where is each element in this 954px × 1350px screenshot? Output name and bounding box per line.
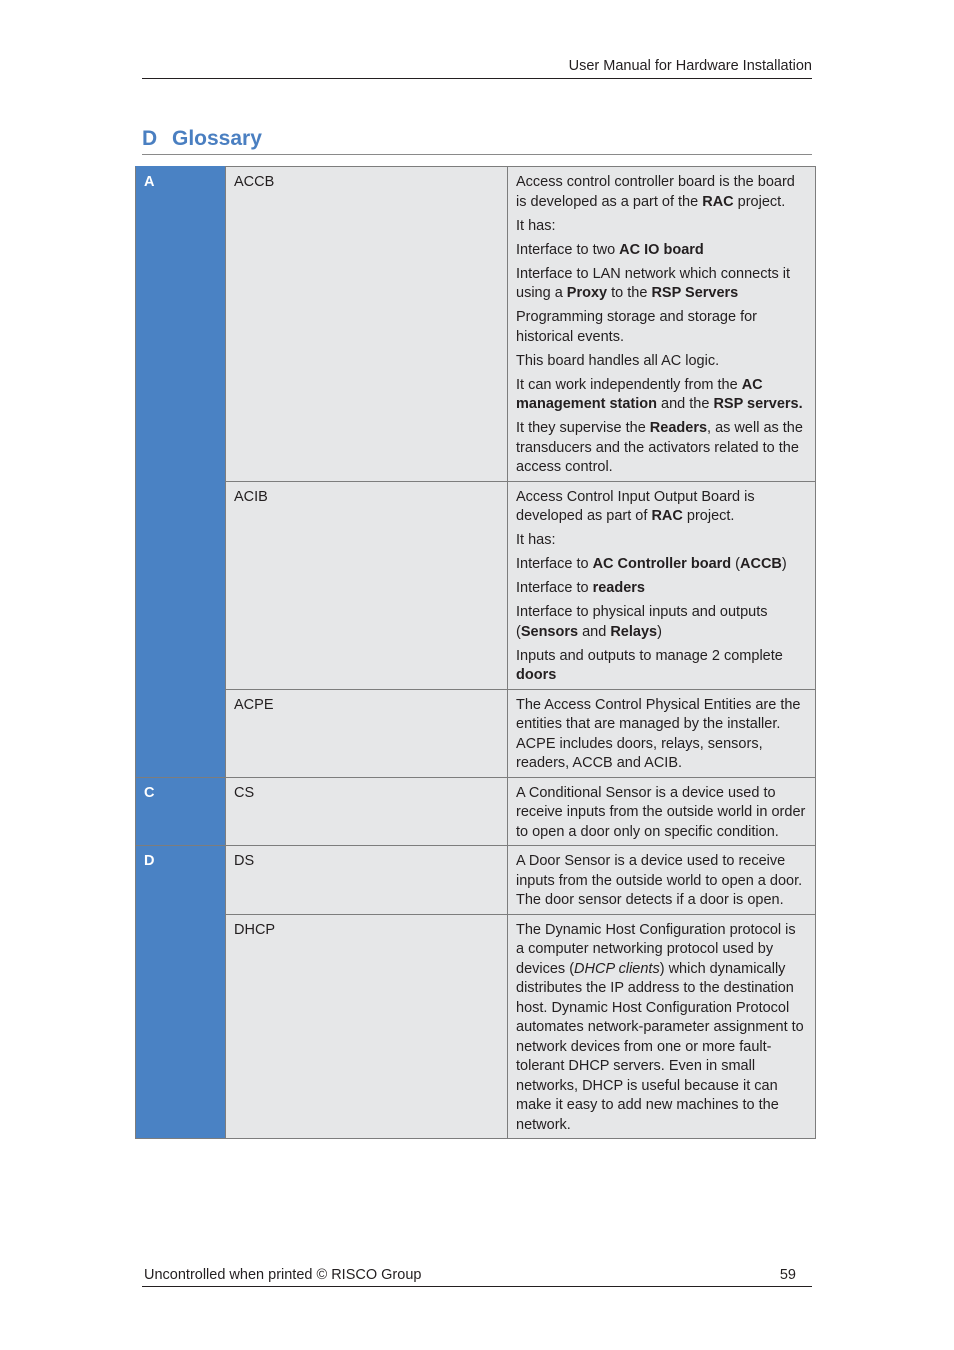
glossary-term: ACIB <box>226 481 508 689</box>
bold-term: RAC <box>651 508 683 524</box>
definition-paragraph <box>516 555 807 575</box>
glossary-term: CS <box>226 777 508 846</box>
glossary-definition <box>508 914 816 1139</box>
definition-paragraph <box>516 921 807 1136</box>
section-letter: D <box>142 127 158 150</box>
glossary-row <box>136 689 816 777</box>
bold-term: RSP servers. <box>713 396 803 412</box>
footer-copyright: Uncontrolled when printed © RISCO Group <box>144 1267 422 1283</box>
definition-text: A Conditional Sensor is a device used to receive inputs from the outside world in order to open a door only on specific condition. <box>516 784 806 840</box>
bold-term: Readers <box>649 420 708 436</box>
definition-text: It has: <box>516 217 556 234</box>
glossary-row <box>136 914 816 1139</box>
glossary-row <box>136 167 816 482</box>
glossary-definition <box>508 689 816 777</box>
definition-paragraph <box>516 265 807 304</box>
glossary-definition <box>508 846 816 915</box>
page-number: 59 <box>779 1267 796 1283</box>
definition-text: Interface to two <box>516 241 620 258</box>
glossary-term: ACPE <box>226 689 508 777</box>
definition-text: project. <box>682 508 735 524</box>
glossary-table <box>135 166 816 1139</box>
bold-term: Sensors <box>520 623 579 640</box>
glossary-letter: D <box>136 846 226 1139</box>
glossary-row <box>136 481 816 689</box>
bold-term: ACCB <box>740 556 782 572</box>
definition-text: Access Control Input Output Board is developed as part of <box>516 488 755 524</box>
definition-text: ) which dynamically distributes the IP address to the destination host. Dynamic Host Configuration Protocol automates network-parameter assignment to network devices from one or more fault-tolerant DHCP servers. Even in small networks, DHCP is useful because it can make it easy to add new machines to the network. <box>516 960 804 1133</box>
definition-text: ) <box>657 623 662 640</box>
definition-paragraph <box>516 217 807 237</box>
definition-text: to the <box>607 285 652 301</box>
glossary-definition <box>508 481 816 689</box>
definition-text: The Access Control Physical Entities are the entities that are managed by the installer. ACPE includes doors, relays, sensors, readers, ACCB and ACIB. <box>516 696 801 771</box>
header-title: User Manual for Hardware Installation <box>568 58 812 74</box>
bold-term: Proxy <box>566 285 608 301</box>
definition-paragraph <box>516 531 807 551</box>
definition-text: and <box>578 623 611 640</box>
definition-paragraph <box>516 241 807 261</box>
definition-text: ) <box>781 556 787 572</box>
definition-text: Inputs and outputs to manage 2 complete <box>516 647 783 664</box>
definition-text: It they supervise the <box>516 420 650 436</box>
glossary-row <box>136 846 816 915</box>
glossary-row <box>136 777 816 846</box>
definition-text: The Dynamic Host Configuration protocol is a computer networking protocol used by devices ( <box>516 921 796 977</box>
definition-text: ( <box>731 556 740 572</box>
definition-paragraph <box>516 603 807 642</box>
bold-term: RAC <box>702 193 734 210</box>
page-header <box>142 56 812 79</box>
definition-text: Interface to physical inputs and outputs ( <box>516 604 768 640</box>
glossary-term: DHCP <box>226 914 508 1139</box>
definition-text: Access control controller board is the board is developed as a part of the <box>516 174 795 210</box>
section-title: Glossary <box>172 127 262 150</box>
glossary-letter: A <box>136 167 226 778</box>
section-heading <box>142 124 812 155</box>
glossary-term: DS <box>226 846 508 915</box>
definition-paragraph <box>516 647 807 686</box>
definition-text: It has: <box>516 532 556 548</box>
page-footer <box>142 1265 812 1287</box>
definition-text: project. <box>733 193 786 210</box>
definition-text: Interface to LAN network which connects it using a <box>516 265 791 301</box>
glossary-definition <box>508 167 816 482</box>
definition-text: Interface to <box>516 556 593 572</box>
glossary-definition <box>508 777 816 846</box>
definition-paragraph <box>516 419 807 478</box>
definition-paragraph <box>516 784 807 843</box>
glossary-body <box>136 167 816 1139</box>
definition-paragraph <box>516 308 807 347</box>
bold-term: Relays <box>610 623 658 640</box>
bold-term: readers <box>592 580 645 596</box>
definition-paragraph <box>516 376 807 415</box>
bold-term: AC IO board <box>619 241 704 258</box>
bold-term: AC management station <box>516 376 763 412</box>
definition-text: , as well as the transducers and the activators related to the access control. <box>516 420 803 475</box>
definition-paragraph <box>516 579 807 599</box>
definition-paragraph <box>516 852 807 911</box>
definition-text: and the <box>657 396 714 412</box>
definition-text: Programming storage and storage for historical events. <box>516 309 757 345</box>
definition-paragraph <box>516 488 807 527</box>
glossary-term: ACCB <box>226 167 508 482</box>
definition-text: It can work independently from the <box>516 376 742 393</box>
definition-text: This board handles all AC logic. <box>516 352 720 369</box>
italic-text: DHCP clients <box>574 960 660 977</box>
bold-term: RSP Servers <box>651 285 739 301</box>
definition-paragraph <box>516 352 807 372</box>
bold-term: AC Controller board <box>592 556 732 572</box>
definition-text: Interface to <box>516 580 593 596</box>
definition-paragraph <box>516 173 807 212</box>
bold-term: doors <box>516 667 557 683</box>
definition-text: A Door Sensor is a device used to receive inputs from the outside world to open a door. The door sensor detects if a door is open. <box>516 853 803 908</box>
definition-paragraph <box>516 696 807 774</box>
glossary-letter: C <box>136 777 226 846</box>
